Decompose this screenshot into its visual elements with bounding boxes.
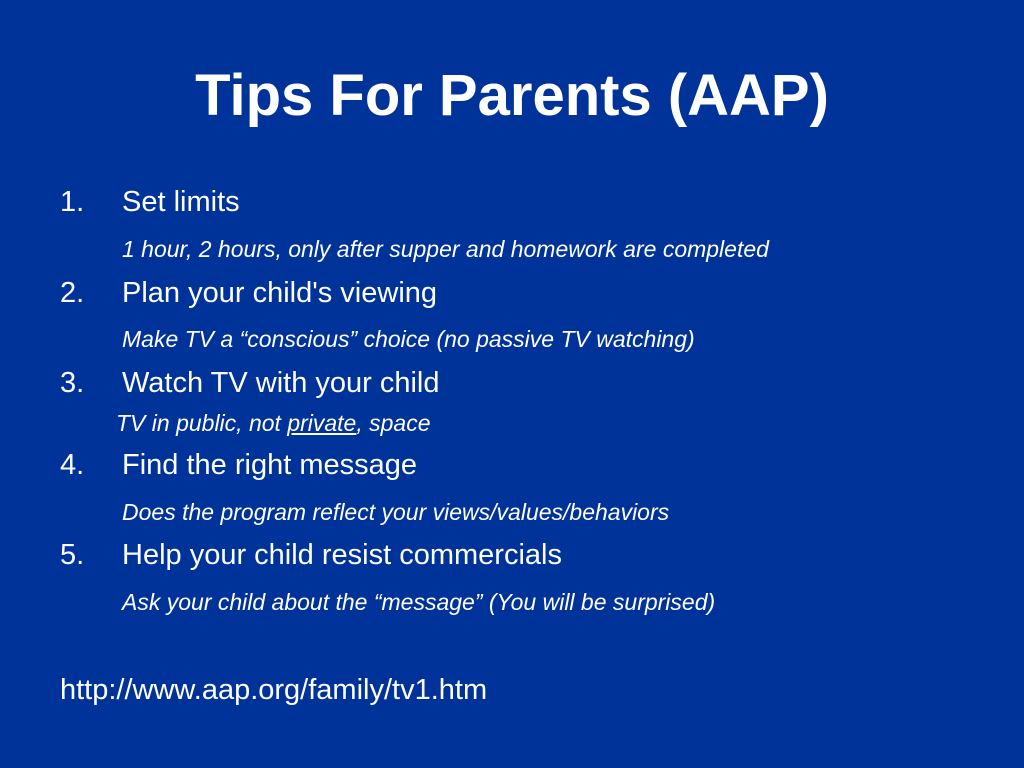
source-url: http://www.aap.org/family/tv1.htm	[60, 674, 488, 706]
list-item-5	[60, 537, 562, 573]
list-item-detail-4: Does the program reflect your views/values/behaviors	[122, 499, 670, 525]
underlined-word: private	[287, 410, 357, 436]
list-number: 1.	[60, 186, 85, 218]
list-item-text: Help your child resist commercials	[122, 539, 562, 571]
list-item-4	[60, 447, 417, 483]
list-number: 5.	[60, 539, 85, 571]
list-item-detail-1: 1 hour, 2 hours, only after supper and homework are completed	[122, 236, 769, 262]
list-number: 3.	[60, 367, 85, 399]
list-item-2	[60, 275, 437, 311]
list-item-text: Set limits	[122, 186, 240, 218]
list-number: 4.	[60, 449, 85, 481]
list-number: 2.	[60, 277, 85, 309]
list-item-text: Watch TV with your child	[122, 367, 440, 399]
detail-text: TV in public, not	[116, 410, 288, 436]
list-item-1	[60, 184, 240, 220]
list-item-text: Find the right message	[122, 449, 417, 481]
list-item-detail-2: Make TV a “conscious” choice (no passive TV watching)	[122, 326, 695, 352]
list-item-3	[60, 365, 440, 401]
detail-text: , space	[356, 410, 431, 436]
slide-title: Tips For Parents (AAP)	[195, 63, 829, 128]
list-item-text: Plan your child's viewing	[122, 277, 438, 309]
list-item-detail-3	[116, 408, 431, 438]
list-item-detail-5: Ask your child about the “message” (You will be surprised)	[122, 589, 716, 615]
